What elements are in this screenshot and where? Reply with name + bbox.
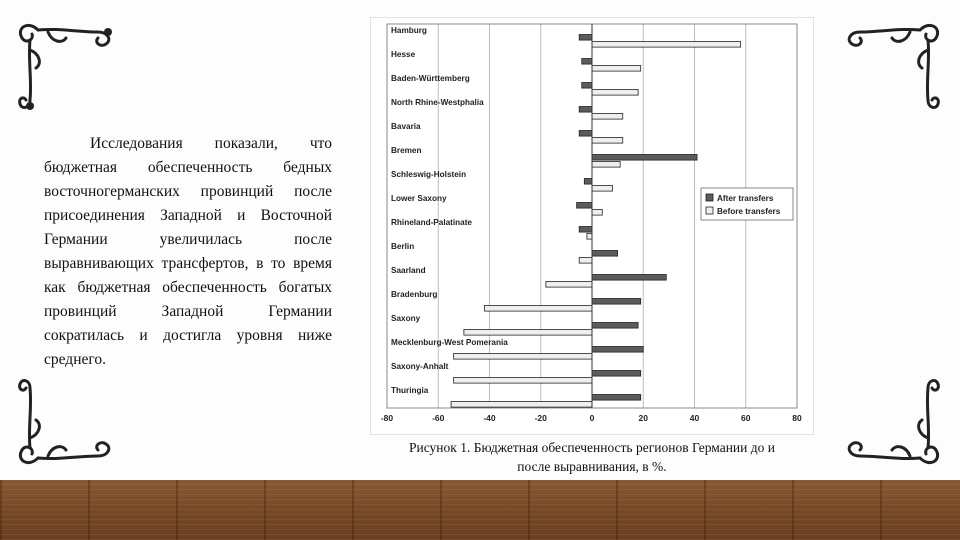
category-label: Lower Saxony — [391, 194, 447, 203]
legend-swatch — [706, 207, 713, 214]
category-label: Bavaria — [391, 122, 421, 131]
ornament-top-right-icon — [835, 10, 950, 110]
caption-line-1: Рисунок 1. Бюджетная обеспеченность регионов Германии до и — [409, 440, 775, 455]
legend-swatch — [706, 194, 713, 201]
bar-before-transfers — [592, 66, 641, 72]
figure-caption — [362, 438, 822, 476]
bar-before-transfers — [592, 90, 638, 96]
ornament-top-left-icon — [8, 10, 123, 110]
bar-after-transfers — [579, 227, 592, 233]
category-label: Hesse — [391, 50, 416, 59]
x-tick-label: -80 — [380, 413, 394, 423]
bar-after-transfers — [584, 179, 592, 185]
category-label: Saxony-Anhalt — [391, 362, 449, 371]
x-tick-label: 20 — [638, 413, 648, 423]
bar-before-transfers — [451, 402, 592, 408]
bar-before-transfers — [592, 210, 602, 216]
bar-before-transfers — [454, 378, 592, 384]
category-label: Hamburg — [391, 26, 427, 35]
bar-after-transfers — [592, 251, 618, 257]
x-tick-label: 0 — [589, 413, 595, 423]
bar-before-transfers — [592, 186, 613, 192]
bar-after-transfers — [582, 59, 592, 65]
bar-after-transfers — [592, 347, 643, 353]
bar-before-transfers — [592, 42, 741, 48]
bar-after-transfers — [579, 107, 592, 113]
bar-before-transfers — [592, 114, 623, 120]
x-tick-label: -20 — [534, 413, 547, 423]
bar-before-transfers — [464, 330, 592, 336]
category-label: Saarland — [391, 266, 426, 275]
legend-label: Before transfers — [717, 207, 781, 216]
bar-before-transfers — [546, 282, 592, 288]
category-label: Bremen — [391, 146, 422, 155]
bar-before-transfers — [587, 234, 592, 240]
caption-line-2: после выравнивания, в %. — [517, 459, 667, 474]
bar-before-transfers — [484, 306, 592, 312]
chart-container — [370, 17, 814, 435]
category-label: Thuringia — [391, 386, 429, 395]
category-label: Berlin — [391, 242, 415, 251]
bar-before-transfers — [579, 258, 592, 264]
bar-after-transfers — [579, 131, 592, 137]
ornament-bottom-left-icon — [8, 378, 123, 478]
category-label: Bradenburg — [391, 290, 438, 299]
category-label: Baden-Württemberg — [391, 74, 470, 83]
category-label: Saxony — [391, 314, 421, 323]
wooden-floor — [0, 480, 960, 540]
x-tick-label: -40 — [483, 413, 496, 423]
bar-after-transfers — [582, 83, 592, 89]
bar-after-transfers — [592, 323, 638, 329]
x-tick-label: 80 — [792, 413, 802, 423]
x-tick-label: 40 — [689, 413, 700, 423]
x-tick-label: -60 — [432, 413, 445, 423]
bar-after-transfers — [592, 155, 697, 161]
x-tick-label: 60 — [741, 413, 751, 423]
category-label: Schleswig-Holstein — [391, 170, 467, 179]
budget-chart — [371, 18, 813, 434]
ornament-bottom-right-icon — [835, 378, 950, 478]
bar-after-transfers — [592, 395, 641, 401]
bar-after-transfers — [592, 275, 666, 281]
legend-label: After transfers — [717, 194, 774, 203]
category-label: Rhineland-Palatinate — [391, 218, 472, 227]
bar-after-transfers — [579, 35, 592, 41]
bar-before-transfers — [592, 138, 623, 144]
bar-before-transfers — [592, 162, 620, 168]
category-label: North Rhine-Westphalia — [391, 98, 484, 107]
body-paragraph: Исследования показали, что бюджетная обеспеченность бедных восточногерманских провинций после присоединения Западной и Восточной Германии увеличилась после выравнивающих трансфертов, в то время как бюджетная обеспеченность богатых провинций Западной Германии сократилась и достигла уровня ниже среднего. — [44, 135, 332, 368]
bar-after-transfers — [592, 371, 641, 377]
category-label: Mecklenburg-West Pomerania — [391, 338, 508, 347]
bar-after-transfers — [592, 299, 641, 305]
bar-after-transfers — [577, 203, 592, 209]
bar-before-transfers — [454, 354, 592, 360]
